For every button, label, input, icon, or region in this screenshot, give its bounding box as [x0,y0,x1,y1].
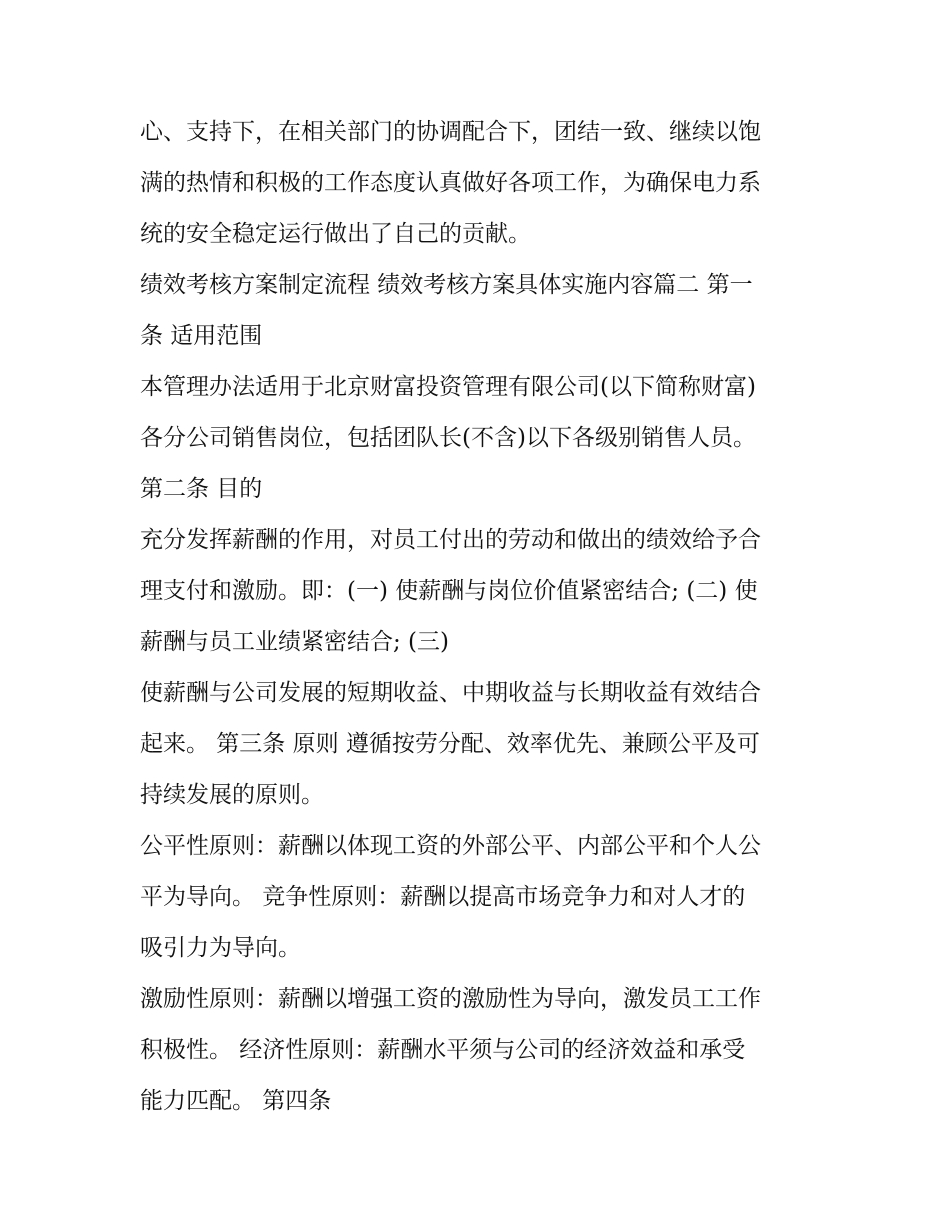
text-line: 持续发展的原则。 [140,782,324,808]
text-line: 平为导向。 竞争性原则：薪酬以提高市场竞争力和对人才的 [140,884,746,910]
text-line: 条 适用范围 [140,323,263,349]
text-line: 激励性原则：薪酬以增强工资的激励性为导向，激发员工工作 [140,986,761,1012]
text-line: 起来。 第三条 原则 遵循按劳分配、效率优先、兼顾公平及可 [140,731,760,757]
text-line: 满的热情和积极的工作态度认真做好各项工作，为确保电力系 [140,170,761,196]
text-line: 公平性原则：薪酬以体现工资的外部公平、内部公平和个人公 [140,833,761,859]
text-line: 能力匹配。 第四条 [140,1088,332,1114]
text-line: 薪酬与员工业绩紧密结合; (三) [140,629,450,655]
text-line: 本管理办法适用于北京财富投资管理有限公司(以下简称财富) [140,374,756,400]
text-line: 统的安全稳定运行做出了自己的贡献。 [140,221,531,247]
text-line: 积极性。 经济性原则：薪酬水平须与公司的经济效益和承受 [140,1037,746,1063]
text-line: 心、支持下，在相关部门的协调配合下，团结一致、继续以饱 [140,119,761,145]
text-line: 第二条 目的 [140,476,263,502]
text-line: 使薪酬与公司发展的短期收益、中期收益与长期收益有效结合 [140,680,761,706]
text-line: 各分公司销售岗位，包括团队长(不含)以下各级别销售人员。 [140,425,756,451]
text-line: 充分发挥薪酬的作用，对员工付出的劳动和做出的绩效给予合 [140,527,761,553]
text-line: 绩效考核方案制定流程 绩效考核方案具体实施内容篇二 第一 [140,272,753,298]
document-page [140,107,820,1127]
text-line: 理支付和激励。即：(一) 使薪酬与岗位价值紧密结合; (二) 使 [140,578,758,604]
text-line: 吸引力为导向。 [140,935,301,961]
